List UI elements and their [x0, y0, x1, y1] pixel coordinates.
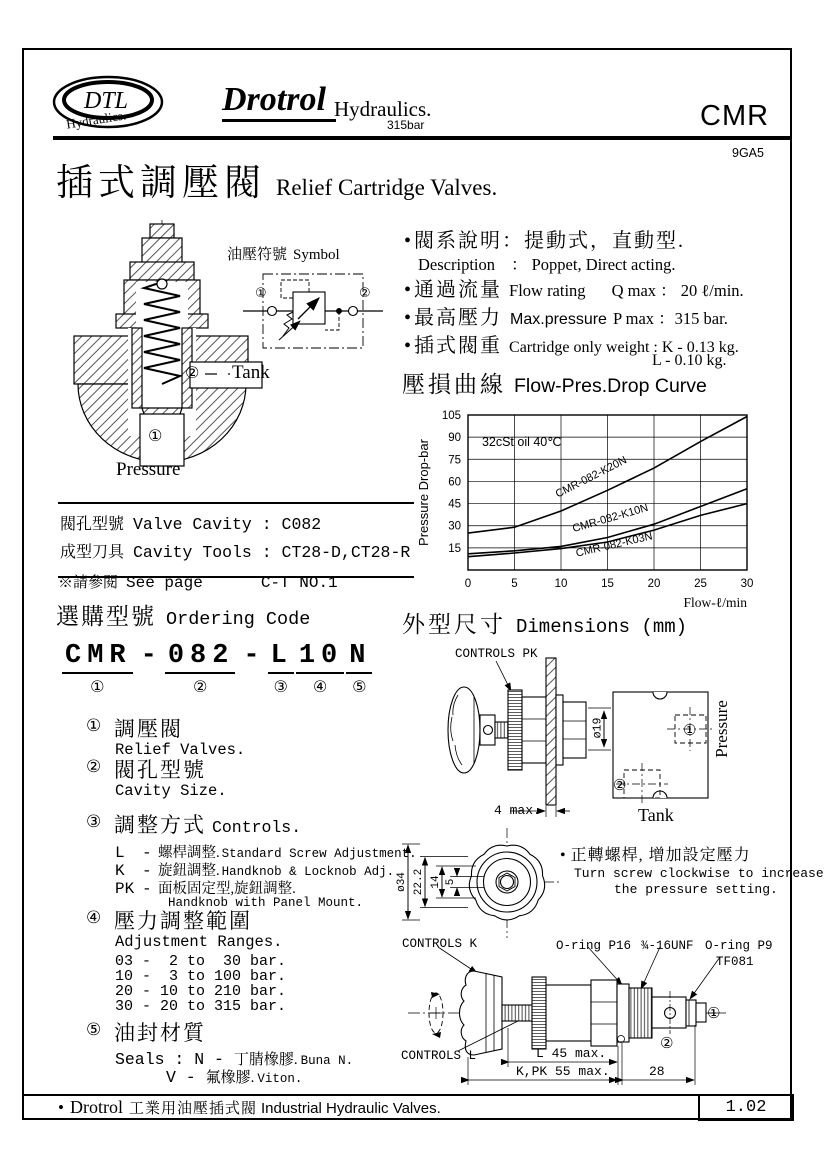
option-zh: 螺桿調整. [158, 845, 220, 861]
spec2-zh: 通過流量 [414, 279, 503, 301]
item4-en: Adjustment Ranges. [115, 933, 283, 951]
l45-dim-label: L 45 max. [536, 1046, 607, 1061]
code-num-badge: ④ [312, 677, 328, 697]
code-num-badge: ③ [273, 677, 288, 697]
bullet-dot: • [404, 335, 412, 357]
item5-zh: 油封材質 [114, 1021, 206, 1045]
cutaway-port2-badge: ② [185, 363, 200, 382]
page-number: 1.02 [725, 1098, 767, 1117]
footer-zh: 工業用油壓插式閥 [128, 1101, 257, 1117]
svg-text:Pressure Drop-bar: Pressure Drop-bar [416, 439, 431, 546]
item3-zh: 調整方式 [114, 813, 206, 837]
svg-text:CMR-082-K03N: CMR-082-K03N [574, 530, 654, 560]
tf081-label: TF081 [716, 955, 754, 969]
option-en: Standard Screw Adjustment. [221, 847, 417, 861]
code-num-badge: ② [192, 677, 208, 697]
controls-l-label: CONTROLS L [401, 1049, 477, 1063]
code-group-cavity [165, 642, 236, 696]
ordering-code [62, 642, 379, 696]
svg-text:45: 45 [448, 498, 461, 511]
cavity-row-1 [60, 511, 412, 534]
spec1-sub-value: ： Poppet, Direct acting. [510, 255, 676, 274]
footer-note [58, 1097, 441, 1118]
kpk55-dim-label: K,PK 55 max. [516, 1064, 610, 1079]
footer-rule [22, 1094, 794, 1096]
svg-text:0: 0 [464, 578, 472, 590]
seal-en: Buna N. [300, 1054, 354, 1068]
code-group-control [268, 642, 294, 696]
symbol-heading-en: Symbol [293, 247, 340, 263]
seal-zh: 氟橡膠. [205, 1070, 255, 1086]
cavity-row1-zh: 閥孔型號 [60, 516, 125, 533]
item3-title [114, 809, 301, 839]
svg-text:5: 5 [511, 578, 518, 590]
block-tank-label: Tank [638, 805, 674, 825]
turn-screw-note-en2: the pressure setting. [614, 882, 778, 897]
turn-screw-note-en1: Turn screw clockwise to increase [574, 866, 824, 881]
logo-sub: Hydraulics. [65, 107, 128, 132]
svg-text:Flow-ℓ/min: Flow-ℓ/min [683, 595, 747, 610]
svg-text:90: 90 [448, 432, 461, 445]
bullet-dot: • [58, 1098, 64, 1117]
spec-description [404, 224, 685, 253]
d5-dim-label: 5 [445, 878, 457, 886]
code-text: 10 [296, 642, 344, 674]
adjustment-range: 20 - 10 to 210 bar. [115, 983, 287, 1000]
seal-label: V - [166, 1068, 206, 1087]
code-text: L [268, 642, 294, 674]
block-pressure-label: Pressure [712, 700, 731, 758]
panel-thickness-label: 4 max. [494, 803, 541, 818]
item4-num-badge: ④ [86, 908, 102, 928]
code-text: N [346, 642, 372, 674]
option-dash: - [142, 844, 152, 862]
spec2-value: Q max ： 20 ℓ/min. [611, 281, 744, 300]
series-code: CMR [700, 100, 770, 132]
option-code: PK [115, 880, 135, 898]
svg-text:30: 30 [448, 520, 461, 533]
footer-en: Industrial Hydraulic Valves. [260, 1100, 441, 1117]
curve-heading [402, 366, 707, 399]
curve-heading-zh: 壓損曲線 [402, 372, 506, 397]
turn-screw-note [560, 842, 751, 865]
d28-dim-label: 28 [649, 1064, 665, 1079]
oring-p9-label: O-ring P9 [705, 939, 773, 953]
dia34-dim-label: ø34 [396, 872, 408, 892]
logo-acronym: DTL [84, 88, 129, 114]
adjustment-range: 03 - 2 to 30 bar. [115, 953, 287, 970]
svg-text:CMR-082-K10N: CMR-082-K10N [571, 501, 650, 535]
option-zh: 旋鈕調整. [158, 863, 220, 879]
dimensions-heading-en: Dimensions (mm) [516, 616, 688, 638]
dimensions-heading-zh: 外型尺寸 [402, 612, 506, 637]
svg-text:75: 75 [448, 454, 461, 467]
spec3-zh: 最高壓力 [414, 307, 503, 329]
code-text: - [243, 641, 260, 671]
adjustment-range: 10 - 3 to 100 bar. [115, 968, 287, 985]
code-num-badge: ① [90, 677, 105, 697]
symbol-port2-badge: ② [359, 286, 371, 301]
symbol-port1-badge: ① [255, 286, 267, 301]
seal-label: Seals : N - [115, 1050, 234, 1069]
brand-name: Drotrol [222, 82, 336, 122]
cutaway-pressure-label: Pressure [116, 459, 181, 480]
item4-zh: 壓力調整範圍 [114, 909, 252, 933]
block-port2-badge: ② [613, 776, 627, 794]
svg-text:15: 15 [448, 542, 461, 555]
controls-k-label: CONTROLS K [402, 937, 478, 951]
spec1-zh: 閥系說明：提動式，直動型. [414, 230, 686, 252]
spec3-en: Max.pressure [510, 311, 607, 328]
hydraulic-symbol [243, 268, 383, 360]
cutaway-tank-label: Tank [232, 362, 270, 383]
svg-text:15: 15 [601, 578, 614, 590]
svg-text:10: 10 [554, 578, 568, 590]
page-title [56, 152, 497, 206]
brand-suffix: Hydraulics. [334, 97, 432, 121]
see-page-en: See page [126, 574, 203, 592]
svg-text:20: 20 [647, 578, 661, 590]
dia19-dim-label: ø19 [591, 717, 605, 739]
spec4-en: Cartridge only weight : K - 0.13 kg. [509, 339, 739, 356]
item3-num-badge: ③ [86, 812, 102, 832]
side-port1-badge: ① [707, 1004, 721, 1022]
bullet-dot: • [404, 230, 412, 252]
code-text: - [140, 641, 157, 671]
option-dash: - [142, 880, 152, 898]
item1-num-badge: ① [86, 716, 102, 736]
cavity-row2-zh: 成型刀具 [60, 544, 125, 561]
seal-en: Viton. [257, 1072, 303, 1086]
see-page-ref: C-T NO.1 [260, 574, 338, 592]
oring-p16-label: O-ring P16 [556, 939, 632, 953]
bullet-dot: • [560, 847, 566, 864]
spec2-en: Flow rating [509, 281, 586, 300]
item1-en: Relief Valves. [115, 741, 246, 759]
side-port2-badge: ② [660, 1034, 674, 1052]
code-group-range [296, 642, 344, 696]
bullet-dot: • [404, 307, 412, 329]
pressure-rating: 315bar [387, 118, 425, 132]
cavity-row1-value: Valve Cavity : C082 [133, 515, 322, 534]
spec3-value: P max ：315 bar. [612, 309, 728, 328]
spec4-zh: 插式閥重 [414, 335, 503, 357]
ordering-heading-en: Ordering Code [166, 609, 311, 630]
d222-dim-label: 22.2 [413, 868, 425, 896]
page-title-zh: 插式調壓閥 [56, 163, 266, 204]
svg-text:30: 30 [740, 578, 754, 590]
header-rule [53, 136, 791, 140]
option-en: Handknob & Locknob Adj. [221, 865, 395, 879]
doc-code: 9GA5 [732, 146, 764, 160]
spec-max-pressure [404, 301, 728, 330]
ordering-heading [56, 598, 310, 631]
bullet-dot: • [404, 279, 412, 301]
option-code: L [115, 844, 125, 862]
page-number-box [698, 1094, 794, 1121]
spec1-sub-label: Description [418, 255, 495, 274]
symbol-heading [227, 243, 340, 264]
item2-num-badge: ② [86, 757, 102, 777]
option-dash: - [142, 862, 152, 880]
seal-option-v [166, 1066, 302, 1087]
see-page-zh: ※請參閱 [58, 575, 119, 591]
control-option-pk [115, 877, 296, 898]
cutaway-port1-badge: ① [148, 426, 163, 445]
cavity-table [58, 502, 414, 578]
option-zh: 面板固定型,旋鈕調整. [158, 881, 296, 897]
ordering-heading-zh: 選購型號 [56, 604, 156, 629]
flow-pressure-drop-chart [408, 405, 760, 610]
control-option-pk-en: Handknob with Panel Mount. [168, 896, 364, 910]
seal-zh: 丁腈橡膠. [233, 1052, 298, 1068]
code-num-badge: ⑤ [352, 677, 367, 697]
turn-screw-note-zh: 正轉螺桿, 增加設定壓力 [570, 847, 751, 864]
adjustment-range: 30 - 20 to 315 bar. [115, 998, 287, 1015]
code-text: CMR [62, 642, 133, 674]
svg-text:25: 25 [694, 578, 707, 590]
code-group-series [62, 642, 133, 696]
svg-text:60: 60 [448, 476, 461, 489]
svg-text:32cSt oil 40℃: 32cSt oil 40℃ [481, 435, 562, 449]
item1-zh: 調壓閥 [114, 717, 183, 741]
block-port1-badge: ① [683, 721, 697, 739]
code-group-dash [140, 642, 158, 671]
spec-flow-rating [404, 273, 744, 302]
thread-spec-label: ¾-16UNF [641, 939, 694, 953]
see-page-note [58, 571, 338, 592]
option-code: K [115, 862, 125, 880]
controls-pk-label: CONTROLS PK [455, 647, 538, 661]
curve-heading-en: Flow-Pres.Drop Curve [514, 375, 707, 397]
spec-description-sub [418, 251, 676, 275]
d14-dim-label: 14 [430, 875, 442, 889]
item3-en: Controls. [212, 818, 302, 837]
footer-brand: Drotrol [69, 1097, 123, 1117]
svg-text:CMR-082-K20N: CMR-082-K20N [553, 454, 629, 501]
item2-en: Cavity Size. [115, 782, 227, 800]
code-group-seal [346, 642, 372, 696]
cavity-row2-value: Cavity Tools : CT28-D,CT28-R [133, 543, 411, 562]
page-title-en: Relief Cartridge Valves. [276, 175, 498, 200]
item5-num-badge: ⑤ [86, 1020, 102, 1040]
spec4-sub: L - 0.10 kg. [652, 352, 727, 369]
svg-text:105: 105 [441, 410, 461, 422]
item2-zh: 閥孔型號 [114, 758, 206, 782]
code-text: 082 [165, 642, 236, 674]
cavity-row-2 [60, 539, 412, 562]
code-group-dash [242, 642, 260, 671]
dimensions-heading [402, 606, 687, 639]
symbol-heading-zh: 油壓符號 [227, 247, 288, 263]
